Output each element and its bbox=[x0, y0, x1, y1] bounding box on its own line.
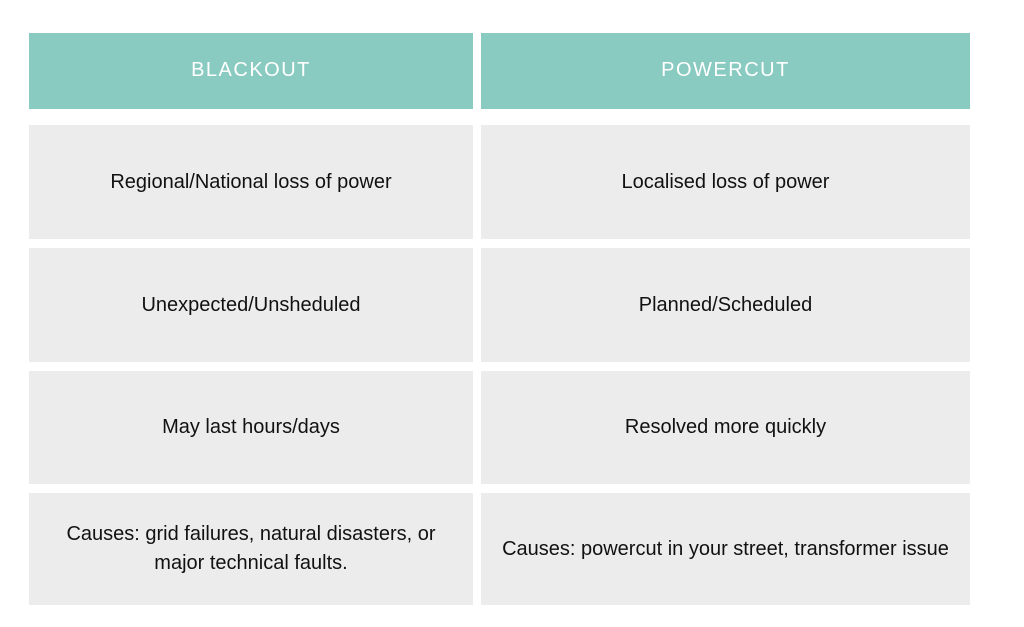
table-cell-powercut-causes bbox=[481, 493, 970, 605]
cell-text: Causes: powercut in your street, transformer issue bbox=[502, 537, 949, 560]
header-powercut bbox=[481, 33, 970, 109]
table-cell-powercut-schedule bbox=[481, 248, 970, 362]
cell-text: Regional/National loss of power bbox=[110, 170, 392, 193]
table-cell-blackout-duration bbox=[29, 371, 473, 484]
cell-text: Unexpected/Unsheduled bbox=[141, 293, 361, 316]
table-cell-powercut-scope bbox=[481, 125, 970, 239]
table-cell-blackout-causes bbox=[29, 493, 473, 605]
table-cell-blackout-scope bbox=[29, 125, 473, 239]
cell-text: Planned/Scheduled bbox=[638, 293, 813, 316]
header-blackout-label: BLACKOUT bbox=[191, 58, 311, 81]
cell-text: Causes: grid failures, natural disasters, or major technical faults. bbox=[66, 523, 436, 574]
table-cell-blackout-schedule bbox=[29, 248, 473, 362]
table-cell-powercut-duration bbox=[481, 371, 970, 484]
cell-text: Localised loss of power bbox=[621, 170, 830, 193]
header-blackout bbox=[29, 33, 473, 109]
cell-text: May last hours/days bbox=[162, 416, 340, 438]
header-powercut-label: POWERCUT bbox=[661, 58, 790, 81]
cell-text: Resolved more quickly bbox=[624, 416, 827, 438]
